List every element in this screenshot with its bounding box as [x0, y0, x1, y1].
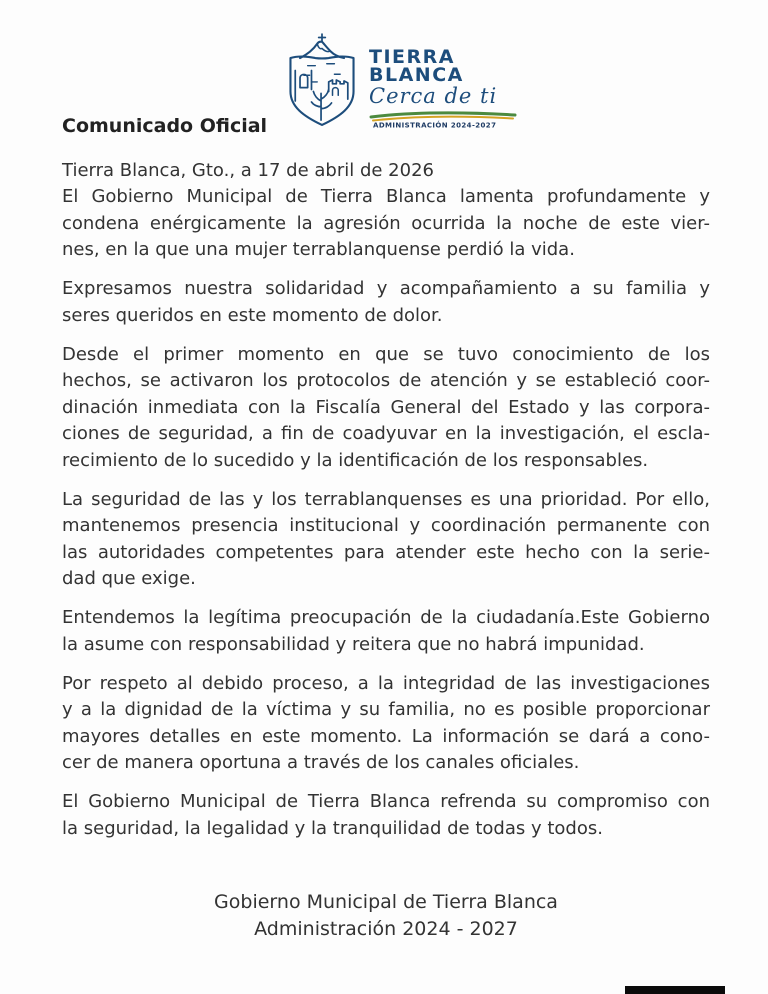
logo-title-line1: TIERRA: [369, 46, 455, 68]
paragraph-line: dad que exige.: [62, 568, 196, 589]
signature-line1: Gobierno Municipal de Tierra Blanca: [214, 891, 558, 913]
paragraph-line: hechos, se activaron los protocolos de atención y se estableció coor-: [62, 370, 710, 391]
paragraph-line: El Gobierno Municipal de Tierra Blanca lamenta profundamente y: [62, 186, 710, 207]
paragraph-5: [62, 605, 710, 658]
paragraph-line: La seguridad de las y los terrablanquenses es una prioridad. Por ello,: [62, 488, 710, 510]
paragraph-line: la seguridad, la legalidad y la tranquilidad de todas y todos.: [62, 817, 603, 839]
paragraph-line: y a la dignidad de la víctima y su familia, no es posible proporcionar: [62, 699, 710, 720]
signature-block: [62, 889, 710, 943]
paragraph-7: [62, 789, 710, 842]
paragraph-1: [62, 184, 710, 264]
dateline: Tierra Blanca, Gto., a 17 de abril de 2026: [62, 159, 434, 181]
paragraph-line: recimiento de lo sucedido y la identificación de los responsables.: [62, 449, 649, 471]
paragraph-line: las autoridades competentes para atender este hecho con la serie-: [62, 541, 710, 563]
paragraph-line: seres queridos en este momento de dolor.: [62, 304, 443, 326]
paragraph-line: cer de manera oportuna a través de los canales oficiales.: [62, 752, 580, 773]
document-body: [62, 113, 710, 943]
logo-title-line2: BLANCA: [369, 64, 464, 86]
paragraph-line: mantenemos presencia institucional y coordinación permanente con: [62, 515, 710, 536]
signature-line2: Administración 2024 - 2027: [254, 918, 518, 940]
paragraph-line: condena enérgicamente la agresión ocurrida la noche de este vier-: [62, 212, 710, 234]
paragraph-line: dinación inmediata con la Fiscalía General del Estado y las corpora-: [62, 396, 710, 418]
paragraph-line: Desde el primer momento en que se tuvo conocimiento de los: [62, 343, 710, 365]
administration-banner: [369, 109, 517, 129]
paragraph-4: [62, 487, 710, 593]
municipal-crest-icon: [279, 32, 365, 128]
paragraph-line: El Gobierno Municipal de Tierra Blanca refrenda su compromiso con: [62, 791, 710, 812]
paragraph-line: Expresamos nuestra solidaridad y acompañamiento a su familia y: [62, 278, 710, 299]
paragraph-3: [62, 342, 710, 475]
paragraph-line: la asume con responsabilidad y reitera que no habrá impunidad.: [62, 633, 645, 655]
paragraph-line: mayores detalles en este momento. La información se dará a cono-: [62, 725, 710, 747]
paragraph-6: [62, 671, 710, 777]
paragraph-line: Por respeto al debido proceso, a la integridad de las investigaciones: [62, 672, 710, 694]
bottom-crop-bar: [625, 986, 725, 994]
logo-wordmark: [369, 32, 517, 129]
paragraph-line: ciones de seguridad, a fin de coadyuvar en la investigación, el escla-: [62, 423, 710, 444]
paragraph-line: Entendemos la legítima preocupación de la ciudadanía.Este Gobierno: [62, 607, 710, 628]
logo-tagline: Cerca de ti: [369, 84, 498, 108]
paragraph-line: nes, en la que una mujer terrablanquense perdió la vida.: [62, 239, 575, 260]
administration-banner-text: ADMINISTRACIÓN 2024-2027: [373, 121, 497, 129]
document-heading: Comunicado Oficial: [62, 115, 268, 137]
paragraph-2: [62, 276, 710, 329]
